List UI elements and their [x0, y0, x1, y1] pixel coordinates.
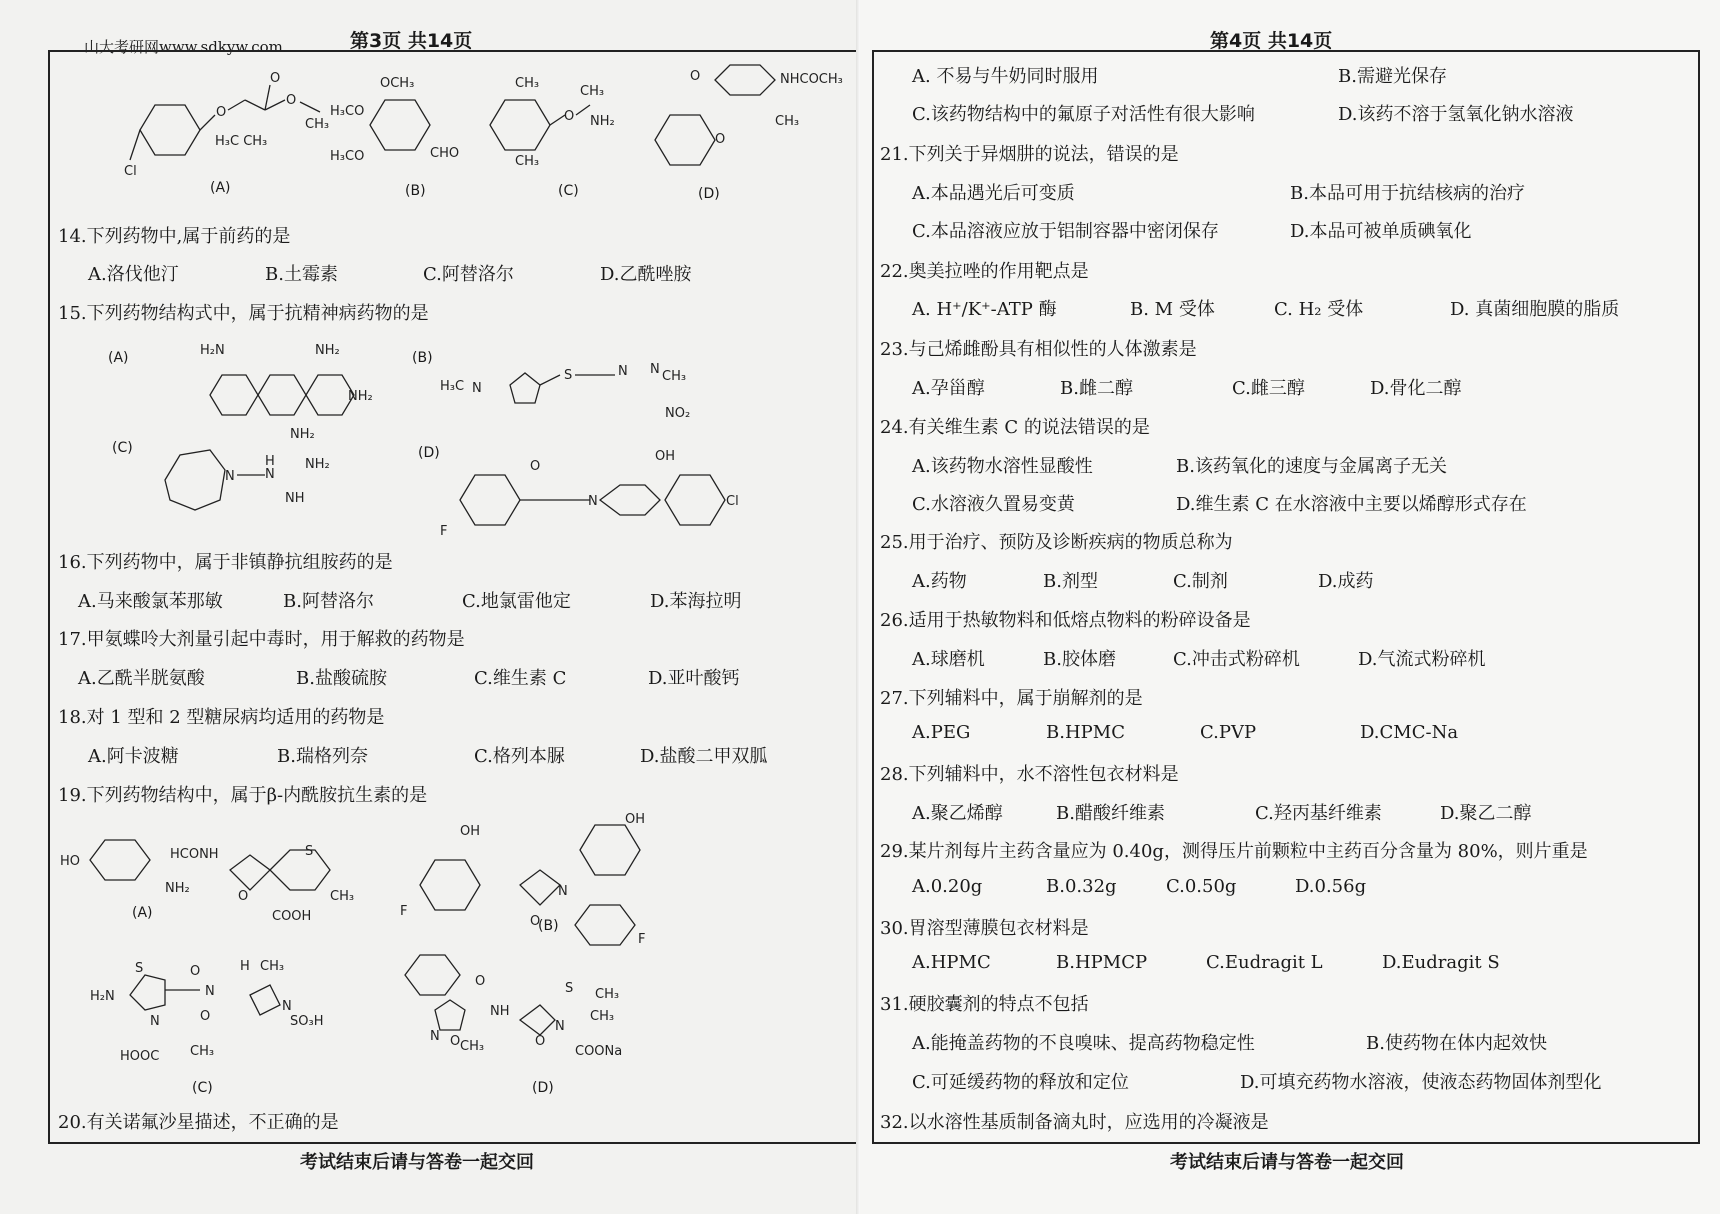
option-27a: A.PEG: [912, 722, 971, 743]
option-17a: A.乙酰半胱氨酸: [78, 668, 205, 689]
svg-text:N: N: [150, 1014, 160, 1029]
option-26c: C.冲击式粉碎机: [1173, 649, 1300, 670]
svg-text:F: F: [440, 524, 448, 539]
option-16a: A.马来酸氯苯那敏: [78, 591, 223, 612]
svg-text:O: O: [286, 93, 297, 108]
footer: 考试结束后请与答卷一起交回: [1170, 1152, 1404, 1173]
svg-text:OH: OH: [460, 824, 481, 839]
svg-text:HCONH: HCONH: [170, 847, 219, 862]
svg-text:CH₃: CH₃: [260, 959, 285, 974]
question-26: 26.适用于热敏物料和低熔点物料的粉碎设备是: [880, 610, 1251, 631]
svg-text:COOH: COOH: [272, 909, 312, 924]
structure-15b: [440, 355, 750, 425]
option-29a: A.0.20g: [912, 876, 983, 897]
svg-text:NH: NH: [285, 491, 305, 506]
option-22a: A. H⁺/K⁺-ATP 酶: [912, 299, 1057, 320]
svg-text:Cl: Cl: [726, 494, 739, 509]
svg-text:OCH₃: OCH₃: [380, 76, 415, 91]
option-18d: D.盐酸二甲双胍: [640, 746, 768, 767]
structure-13a: [124, 60, 330, 179]
svg-text:O: O: [475, 974, 486, 989]
option-25d: D.成药: [1318, 571, 1374, 592]
svg-text:OH: OH: [655, 449, 676, 464]
option-24c: C.水溶液久置易变黄: [912, 494, 1075, 515]
option-20c: C.该药物结构中的氟原子对活性有很大影响: [912, 104, 1255, 125]
svg-text:O: O: [530, 914, 541, 929]
option-14b: B.土霉素: [265, 264, 338, 285]
question-30: 30.胃溶型薄膜包衣材料是: [880, 918, 1089, 939]
option-20a: A. 不易与牛奶同时服用: [912, 66, 1099, 87]
svg-text:NHCOCH₃: NHCOCH₃: [780, 72, 843, 87]
svg-text:OH: OH: [625, 812, 646, 827]
option-24b: B.该药氧化的速度与金属离子无关: [1176, 456, 1447, 477]
svg-text:N: N: [430, 1029, 440, 1044]
svg-text:H: H: [240, 959, 250, 974]
option-21b: B.本品可用于抗结核病的治疗: [1290, 183, 1525, 204]
option-28c: C.羟丙基纤维素: [1255, 803, 1382, 824]
option-16c: C.地氯雷他定: [462, 591, 571, 612]
svg-text:O: O: [190, 964, 201, 979]
option-27c: C.PVP: [1200, 722, 1257, 743]
question-16: 16.下列药物中，属于非镇静抗组胺药的是: [58, 552, 393, 573]
svg-text:O: O: [530, 459, 541, 474]
option-30c: C.Eudragit L: [1206, 952, 1323, 973]
question-29: 29.某片剂每片主药含量应为 0.40g，测得压片前颗粒中主药百分含量为 80%，则片重是: [880, 841, 1588, 862]
question-28: 28.下列辅料中，水不溶性包衣材料是: [880, 764, 1179, 785]
structure-13b: [330, 65, 480, 175]
watermark: 山大考研网www.sdkyw.com: [84, 38, 283, 56]
svg-text:CH₃: CH₃: [775, 114, 800, 129]
question-17: 17.甲氨蝶呤大剂量引起中毒时，用于解救的药物是: [58, 629, 465, 650]
svg-text:S: S: [305, 844, 314, 859]
question-23: 23.与己烯雌酚具有相似性的人体激素是: [880, 339, 1197, 360]
svg-text:HOOC: HOOC: [120, 1049, 160, 1064]
structure-15c: [155, 440, 355, 520]
question-32: 32.以水溶性基质制备滴丸时，应选用的冷凝液是: [880, 1112, 1269, 1133]
svg-text:H₂N: H₂N: [90, 989, 115, 1004]
svg-text:O: O: [270, 71, 281, 86]
option-29d: D.0.56g: [1295, 876, 1367, 897]
question-24: 24.有关维生素 C 的说法错误的是: [880, 417, 1150, 438]
svg-text:N: N: [588, 494, 598, 509]
option-29b: B.0.32g: [1046, 876, 1117, 897]
svg-text:CH₃: CH₃: [330, 889, 355, 904]
svg-text:H₃CO: H₃CO: [330, 104, 365, 119]
svg-text:SO₃H: SO₃H: [290, 1014, 324, 1029]
svg-text:N: N: [558, 884, 568, 899]
option-30a: A.HPMC: [912, 952, 991, 973]
right-page: [860, 0, 1720, 1214]
option-21d: D.本品可被单质碘氧化: [1290, 221, 1472, 242]
option-26b: B.胶体磨: [1043, 649, 1116, 670]
svg-text:S: S: [135, 961, 144, 976]
svg-text:NH₂: NH₂: [305, 457, 330, 472]
svg-text:S: S: [564, 368, 573, 383]
label-19b: (B): [538, 918, 559, 934]
svg-text:H₃CO: H₃CO: [330, 149, 365, 164]
option-23a: A.孕甾醇: [912, 378, 985, 399]
svg-text:CH₃: CH₃: [580, 84, 605, 99]
svg-text:NO₂: NO₂: [665, 406, 691, 421]
option-22c: C. H₂ 受体: [1274, 299, 1364, 320]
option-23c: C.雌三醇: [1232, 378, 1305, 399]
option-18c: C.格列本脲: [474, 746, 565, 767]
label-13c: (C): [558, 183, 579, 199]
svg-text:CH₃: CH₃: [662, 369, 687, 384]
option-27b: B.HPMC: [1046, 722, 1125, 743]
label-19a: (A): [132, 905, 153, 921]
option-25c: C.制剂: [1173, 571, 1228, 592]
question-14: 14.下列药物中,属于前药的是: [58, 226, 291, 247]
svg-text:CH₃: CH₃: [515, 76, 540, 91]
label-13b: (B): [405, 183, 426, 199]
svg-text:F: F: [400, 904, 408, 919]
label-13d: (D): [698, 186, 720, 202]
option-28d: D.聚乙二醇: [1440, 803, 1532, 824]
label-15c: (C): [112, 440, 133, 456]
structure-13c: [480, 65, 620, 175]
option-23d: D.骨化二醇: [1370, 378, 1462, 399]
svg-text:H₃C CH₃: H₃C CH₃: [215, 134, 268, 149]
option-31d: D.可填充药物水溶液，使液态药物固体剂型化: [1240, 1072, 1602, 1093]
option-27d: D.CMC-Na: [1360, 722, 1459, 743]
option-30b: B.HPMCP: [1056, 952, 1148, 973]
svg-text:NH₂: NH₂: [165, 881, 190, 896]
svg-text:N: N: [555, 1019, 565, 1034]
option-29c: C.0.50g: [1166, 876, 1237, 897]
svg-text:N: N: [472, 381, 482, 396]
svg-text:NH₂: NH₂: [348, 389, 373, 404]
svg-text:CH₃: CH₃: [595, 987, 620, 1002]
svg-text:O: O: [535, 1034, 546, 1049]
svg-text:H₃C: H₃C: [440, 379, 465, 394]
option-25a: A.药物: [912, 571, 967, 592]
svg-text:O: O: [690, 69, 701, 84]
svg-text:COONa: COONa: [575, 1044, 623, 1059]
structure-15d: [440, 445, 760, 539]
option-24d: D.维生素 C 在水溶液中主要以烯醇形式存在: [1176, 494, 1527, 515]
svg-text:CH₃: CH₃: [590, 1009, 615, 1024]
svg-text:NH₂: NH₂: [290, 427, 315, 442]
option-21c: C.本品溶液应放于铝制容器中密闭保存: [912, 221, 1219, 242]
question-21: 21.下列关于异烟肼的说法，错误的是: [880, 144, 1179, 165]
option-31a: A.能掩盖药物的不良嗅味、提高药物稳定性: [912, 1033, 1255, 1054]
label-15a: (A): [108, 350, 129, 366]
svg-text:S: S: [565, 981, 574, 996]
svg-text:HO: HO: [60, 854, 81, 869]
option-31b: B.使药物在体内起效快: [1366, 1033, 1547, 1054]
svg-text:O: O: [564, 109, 575, 124]
svg-text:CH₃: CH₃: [460, 1039, 485, 1054]
svg-text:O: O: [216, 105, 227, 120]
svg-text:N: N: [650, 362, 660, 377]
option-25b: B.剂型: [1043, 571, 1098, 592]
option-26d: D.气流式粉碎机: [1358, 649, 1486, 670]
option-14c: C.阿替洛尔: [423, 264, 514, 285]
svg-text:CHO: CHO: [430, 146, 460, 161]
structure-15a: [180, 340, 380, 442]
svg-text:N: N: [225, 469, 235, 484]
option-20b: B.需避光保存: [1338, 66, 1447, 87]
structure-13d: [635, 65, 843, 175]
option-16d: D.苯海拉明: [650, 591, 742, 612]
option-28a: A.聚乙烯醇: [912, 803, 1003, 824]
question-18: 18.对 1 型和 2 型糖尿病均适用的药物是: [58, 707, 385, 728]
structure-19c: [90, 950, 330, 1070]
svg-text:NH₂: NH₂: [590, 114, 615, 129]
svg-text:N: N: [265, 467, 275, 482]
label-13a: (A): [210, 180, 231, 196]
option-14a: A.洛伐他汀: [88, 264, 179, 285]
svg-text:N: N: [282, 999, 292, 1014]
svg-text:CH₃: CH₃: [190, 1044, 215, 1059]
question-31: 31.硬胶囊剂的特点不包括: [880, 994, 1089, 1015]
option-20d: D.该药不溶于氢氧化钠水溶液: [1338, 104, 1574, 125]
page-number: 第3页 共14页: [350, 30, 473, 52]
option-17d: D.亚叶酸钙: [648, 668, 740, 689]
svg-text:NH₂: NH₂: [315, 343, 340, 358]
svg-text:N: N: [205, 984, 215, 999]
question-22: 22.奥美拉唑的作用靶点是: [880, 261, 1089, 282]
svg-text:CH₃: CH₃: [515, 154, 540, 169]
option-21a: A.本品遇光后可变质: [912, 183, 1075, 204]
svg-text:N: N: [618, 364, 628, 379]
question-15: 15.下列药物结构式中，属于抗精神病药物的是: [58, 303, 429, 324]
option-22b: B. M 受体: [1130, 299, 1215, 320]
svg-text:F: F: [638, 932, 646, 947]
svg-text:O: O: [200, 1009, 211, 1024]
svg-text:O: O: [238, 889, 249, 904]
structure-19a: [60, 830, 360, 930]
option-18a: A.阿卡波糖: [88, 746, 179, 767]
option-17b: B.盐酸硫胺: [296, 668, 387, 689]
option-14d: D.乙酰唑胺: [600, 264, 692, 285]
structure-19d: [390, 950, 650, 1070]
option-22d: D. 真菌细胞膜的脂质: [1450, 299, 1620, 320]
content-frame: [872, 50, 1700, 1144]
option-31c: C.可延缓药物的释放和定位: [912, 1072, 1129, 1093]
label-15d: (D): [418, 445, 440, 461]
question-25: 25.用于治疗、预防及诊断疾病的物质总称为: [880, 532, 1233, 553]
option-24a: A.该药物水溶性显酸性: [912, 456, 1093, 477]
svg-text:CH₃: CH₃: [305, 117, 330, 132]
svg-text:H: H: [265, 454, 275, 469]
svg-text:H₂N: H₂N: [200, 343, 225, 358]
option-30d: D.Eudragit S: [1382, 952, 1500, 973]
svg-text:O: O: [715, 132, 726, 147]
option-28b: B.醋酸纤维素: [1056, 803, 1165, 824]
question-27: 27.下列辅料中，属于崩解剂的是: [880, 688, 1143, 709]
option-16b: B.阿替洛尔: [283, 591, 374, 612]
page-number: 第4页 共14页: [1210, 30, 1333, 52]
label-19c: (C): [192, 1080, 213, 1096]
footer: 考试结束后请与答卷一起交回: [300, 1152, 534, 1173]
option-26a: A.球磨机: [912, 649, 985, 670]
svg-text:NH: NH: [490, 1004, 510, 1019]
svg-text:O: O: [450, 1034, 461, 1049]
option-17c: C.维生素 C: [474, 668, 567, 689]
svg-text:Cl: Cl: [124, 164, 137, 179]
option-23b: B.雌二醇: [1060, 378, 1133, 399]
question-20: 20.有关诺氟沙星描述，不正确的是: [58, 1112, 339, 1133]
question-19: 19.下列药物结构中，属于β-内酰胺抗生素的是: [58, 785, 428, 806]
label-19d: (D): [532, 1080, 554, 1096]
option-18b: B.瑞格列奈: [277, 746, 368, 767]
label-15b: (B): [412, 350, 433, 366]
